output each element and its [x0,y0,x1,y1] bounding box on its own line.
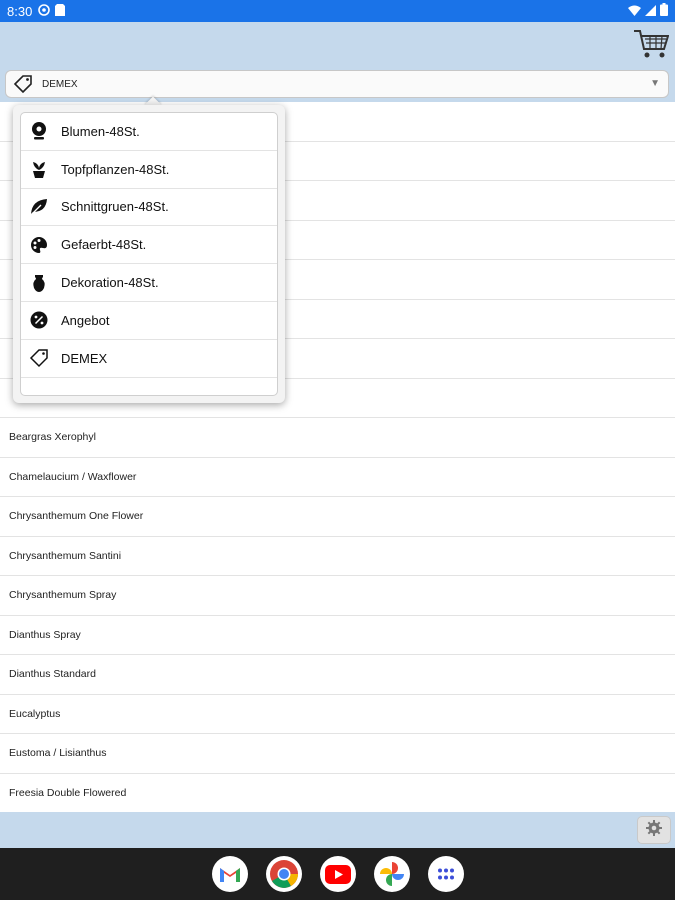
gear-icon [645,819,663,842]
footer-bar [0,812,675,848]
battery-icon [660,3,668,19]
youtube-icon[interactable] [320,856,356,892]
system-dock [0,848,675,900]
dropdown-option-label: Gefaerbt-48St. [61,237,147,253]
list-item[interactable]: Chamelaucium / Waxflower [0,458,675,498]
category-dropdown-list [20,112,278,396]
chevron-down-icon: ▼ [650,78,660,89]
sim-card-icon [55,4,65,19]
status-time: 8:30 [7,3,33,19]
leaf-icon [29,197,49,217]
list-item[interactable]: Chrysanthemum One Flower [0,497,675,537]
list-item[interactable]: Chrysanthemum Santini [0,537,675,577]
dropdown-option-label: Dekoration-48St. [61,275,159,291]
offer-badge-icon [29,310,49,330]
vase-icon [29,273,49,293]
list-item[interactable]: Eucalyptus [0,695,675,735]
dropdown-option-empty[interactable] [21,378,277,396]
dropdown-option-topfpflanzen[interactable] [21,151,277,189]
wifi-icon [628,4,641,19]
dropdown-option-dekoration[interactable] [21,264,277,302]
status-bar [0,0,675,22]
list-item[interactable]: Freesia Double Flowered [0,774,675,814]
tag-icon [29,348,49,368]
photos-icon[interactable] [374,856,410,892]
list-item[interactable]: Beargras Xerophyl [0,418,675,458]
settings-status-icon [38,4,50,19]
dropdown-option-label: Angebot [61,312,110,328]
list-item[interactable]: Chrysanthemum Spray [0,576,675,616]
flower-icon [29,121,49,141]
shopping-cart-icon[interactable] [633,28,669,60]
list-item[interactable]: Dianthus Spray [0,616,675,656]
app-drawer-icon[interactable] [428,856,464,892]
chrome-icon[interactable] [266,856,302,892]
dropdown-option-label: Topfpflanzen-48St. [61,161,170,177]
category-select-value: DEMEX [42,78,78,90]
dropdown-option-label: Schnittgruen-48St. [61,199,169,215]
settings-button[interactable] [637,816,671,844]
dropdown-option-label: DEMEX [61,350,108,366]
dropdown-option-blumen[interactable] [21,113,277,151]
dropdown-option-angebot[interactable] [21,302,277,340]
signal-icon [645,4,656,19]
tag-icon [12,73,34,95]
list-item[interactable]: Dianthus Standard [0,655,675,695]
category-dropdown [13,105,285,403]
dropdown-option-gefaerbt[interactable] [21,226,277,264]
dropdown-option-label: Blumen-48St. [61,123,140,139]
category-select[interactable] [5,70,669,98]
potted-plant-icon [29,159,49,179]
list-item[interactable]: Eustoma / Lisianthus [0,734,675,774]
dropdown-option-demex[interactable] [21,340,277,378]
palette-icon [29,235,49,255]
gmail-icon[interactable] [212,856,248,892]
dropdown-option-schnittgruen[interactable] [21,189,277,227]
